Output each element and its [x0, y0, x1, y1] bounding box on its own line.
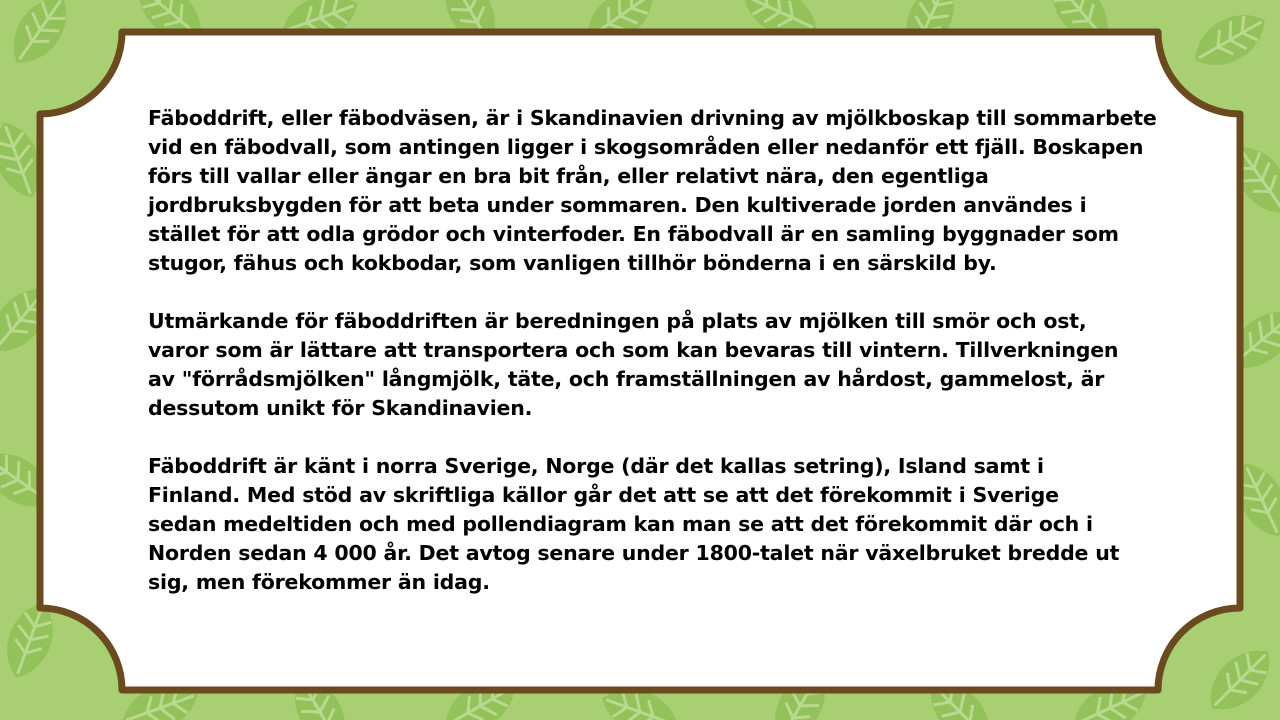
paragraph-1: Fäboddrift, eller fäbodväsen, är i Skandinavien drivning av mjölkboskap till sommarbete vid en fäbodvall, som antingen ligger i skogsområden eller nedanför ett fjäll. Boskapen förs till vallar eller ängar en bra bit från, eller relativt nära, den egentliga jordbruksbygden för att beta under sommaren. Den kultiverade jorden användes i stället för att odla grödor och vinterfoder. En fäbodvall är en samling byggnader som stugor, fähus och kokbodar, som vanligen tillhör bönderna i en särskild by.: [148, 106, 1157, 275]
paragraph-2: Utmärkande för fäboddriften är beredningen på plats av mjölken till smör och ost, varor som är lättare att transportera och som kan bevaras till vintern. Tillverkningen av "förrådsmjölken" långmjölk, täte, och framställningen av hårdost, gammelost, är dessutom unikt för Skandinavien.: [148, 309, 1119, 420]
slide-text: [148, 104, 1188, 626]
paragraph-3: Fäboddrift är känt i norra Sverige, Norge (där det kallas setring), Island samt i Finland. Med stöd av skriftliga källor går det att se att det förekommit i Sverige sedan medeltiden och med pollendiagram kan man se att det förekommit där och i Norden sedan 4 000 år. Det avtog senare under 1800-talet när växelbruket bredde ut sig, men förekommer än idag.: [148, 454, 1120, 594]
